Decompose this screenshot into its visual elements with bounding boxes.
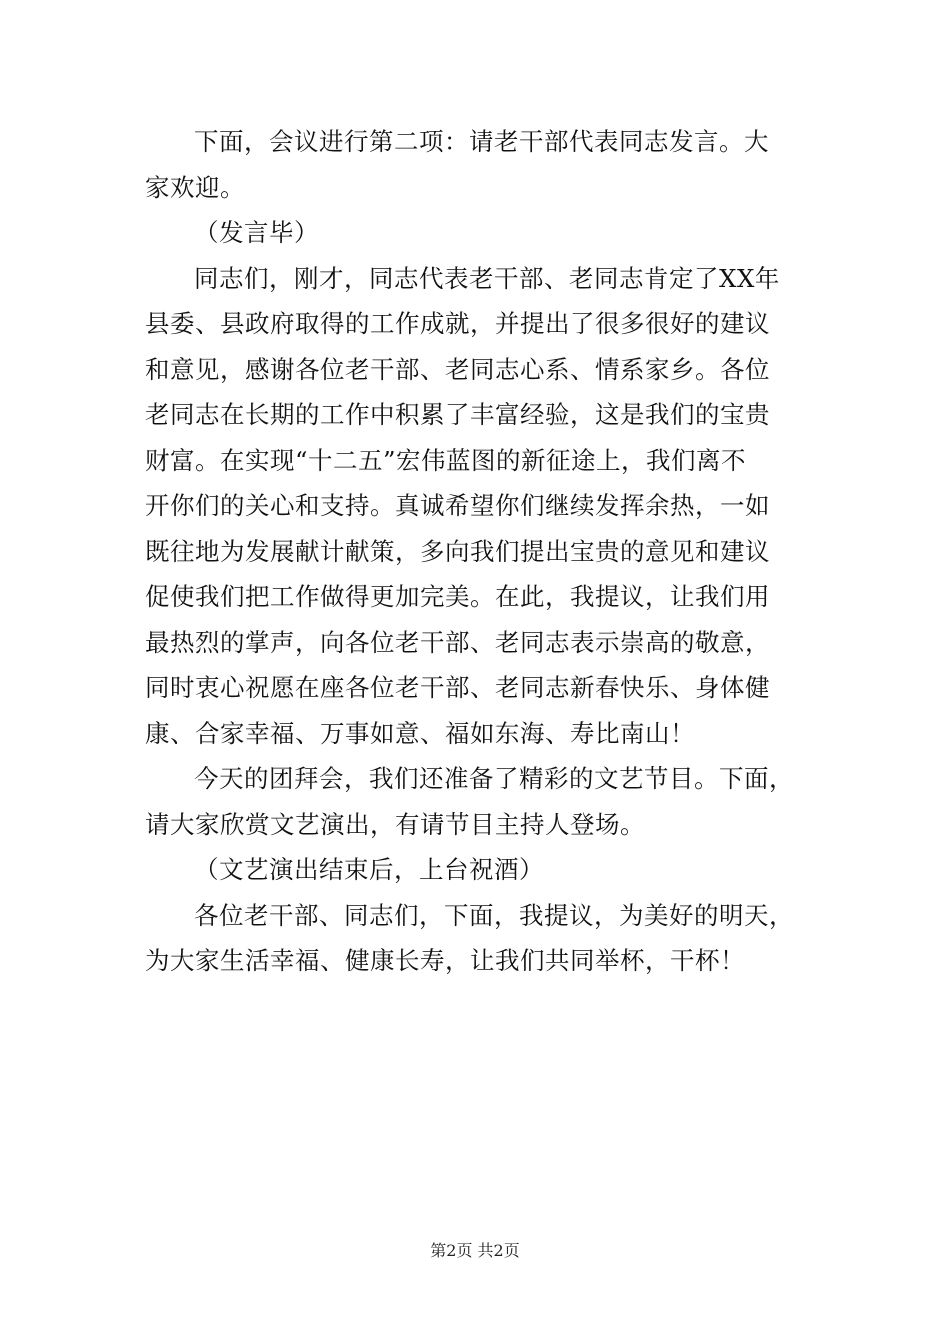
body-text-line: 既往地为发展献计献策，多向我们提出宝贵的意见和建议 (145, 537, 770, 566)
body-text-line: 最热烈的掌声，向各位老干部、老同志表示崇高的敬意， (145, 628, 770, 657)
body-text-line: 老同志在长期的工作中积累了丰富经验，这是我们的宝贵 (145, 400, 770, 429)
body-text-line: 请大家欣赏文艺演出，有请节目主持人登场。 (145, 810, 645, 839)
body-text-line: 各位老干部、同志们，下面，我提议，为美好的明天， (194, 901, 794, 930)
body-text-line: 同时衷心祝愿在座各位老干部、老同志新春快乐、身体健 (145, 673, 770, 702)
body-text-line: （发言毕） (194, 218, 319, 247)
body-text-line: 县委、县政府取得的工作成就，并提出了很多很好的建议 (145, 309, 770, 338)
body-text-line: 促使我们把工作做得更加完美。在此，我提议，让我们用 (145, 582, 770, 611)
body-text-line: 和意见，感谢各位老干部、老同志心系、情系家乡。各位 (145, 355, 770, 384)
body-text-line: 康、合家幸福、万事如意、福如东海、寿比南山！ (145, 719, 695, 748)
body-text-line: 开你们的关心和支持。真诚希望你们继续发挥余热，一如 (145, 491, 770, 520)
body-text-line: 同志们，刚才，同志代表老干部、老同志肯定了XX年 (194, 264, 780, 293)
body-text-line: 财富。在实现“十二五”宏伟蓝图的新征途上，我们离不 (145, 446, 747, 475)
body-text-line: （文艺演出结束后，上台祝酒） (194, 855, 544, 884)
body-text-line: 家欢迎。 (145, 173, 245, 202)
page-number-footer: 第2页 共2页 (430, 1241, 520, 1260)
body-text-line: 为大家生活幸福、健康长寿，让我们共同举杯，干杯！ (145, 946, 745, 975)
body-text-line: 今天的团拜会，我们还准备了精彩的文艺节目。下面， (194, 764, 794, 793)
body-text-line: 下面，会议进行第二项：请老干部代表同志发言。大 (194, 127, 769, 156)
